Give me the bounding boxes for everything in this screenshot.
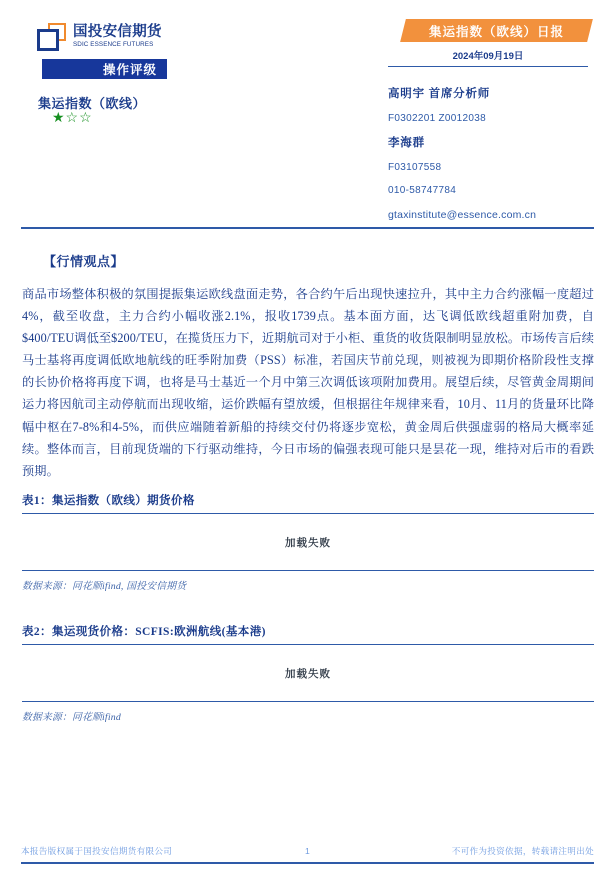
table-1-frame xyxy=(22,513,594,571)
report-header xyxy=(0,0,615,228)
logo-blue-square-icon xyxy=(37,29,59,51)
logo-chinese-name: 国投安信期货 xyxy=(73,24,162,40)
analyst-license-primary: F0302201 Z0012038 xyxy=(388,113,486,124)
rating-stars: ★☆☆ xyxy=(52,111,93,126)
analyst-name-secondary: 李海群 xyxy=(388,136,425,149)
report-title: 集运指数（欧线）日报 xyxy=(428,24,564,39)
report-title-banner xyxy=(403,19,590,42)
report-date: 2024年09月19日 xyxy=(388,48,588,67)
contact-email[interactable]: gtaxinstitute@essence.com.cn xyxy=(388,208,537,221)
table-block-2 xyxy=(22,623,594,723)
table-2-source: 数据来源：同花顺ifind xyxy=(22,712,121,723)
company-logo xyxy=(37,23,162,53)
table-1-load-failed-text: 加载失败 xyxy=(285,537,331,549)
analyst-contact-block xyxy=(388,89,603,234)
contact-phone[interactable]: 010-58747784 xyxy=(388,185,457,196)
table-1-caption: 表1：集运指数（欧线）期货价格 xyxy=(22,495,195,507)
logo-english-name: SDIC ESSENCE FUTURES xyxy=(73,41,154,49)
footer-divider xyxy=(21,862,594,864)
table-2-load-failed-text: 加载失败 xyxy=(285,668,331,680)
section-title-market-view: 【行情观点】 xyxy=(43,254,125,269)
logo-wordmark xyxy=(73,25,162,48)
table-2-frame xyxy=(22,644,594,702)
footer-disclaimer: 不可作为投资依据，转载请注明出处 xyxy=(451,846,594,856)
table-1-source: 数据来源：同花顺ifind, 国投安信期货 xyxy=(22,581,187,592)
analyst-license-secondary: F03107558 xyxy=(388,161,442,173)
footer-page-number: 1 xyxy=(304,846,311,856)
logo-squares-icon xyxy=(37,23,67,53)
analyst-name-primary: 高明宇 首席分析师 xyxy=(388,88,491,100)
operation-rating-band: 操作评级 xyxy=(42,59,167,79)
header-divider xyxy=(21,227,594,229)
footer-copyright: 本报告版权属于国投安信期货有限公司 xyxy=(21,846,173,856)
table-block-1 xyxy=(22,492,594,592)
page-footer xyxy=(21,845,594,857)
market-view-paragraph: 商品市场整体积极的氛围提振集运欧线盘面走势，各合约午后出现快速拉升，其中主力合约涨幅一度超过4%，截至收盘，主力合约小幅收涨2.1%，报收1739点。基本面方面，达飞调低欧线超重附加费，自$400/TEU调低至$200/TEU，在揽货压力下，近期航司对于小柜、重货的收货限制明显放松。市场传言后续马士基将再度调低欧地航线的旺季附加费（PSS）标准，若国庆节前兑现，则被视为即期价格阶段性支撑的长协价格将再度下调，也将是马士基近一个月中第三次调低该项附加费用。展望后续，尽管黄金周期间运力将因航司主动停航而出现收缩，运价跌幅有望放缓，但根据往年规律来看，10月、11月的货量环比降幅中枢在7-8%和4-5%，而供应端随着新船的持续交付仍将逐步宽松，黄金周后供强虚弱的格局大概率延续。整体而言，目前现货端的下行驱动维持，今日市场的偏强表现可能只是昙花一现，维持对后市的看跌预期。 xyxy=(22,287,594,478)
table-2-caption: 表2：集运现货价格：SCFIS:欧洲航线(基本港) xyxy=(22,626,266,638)
product-name: 集运指数（欧线） xyxy=(38,96,147,111)
